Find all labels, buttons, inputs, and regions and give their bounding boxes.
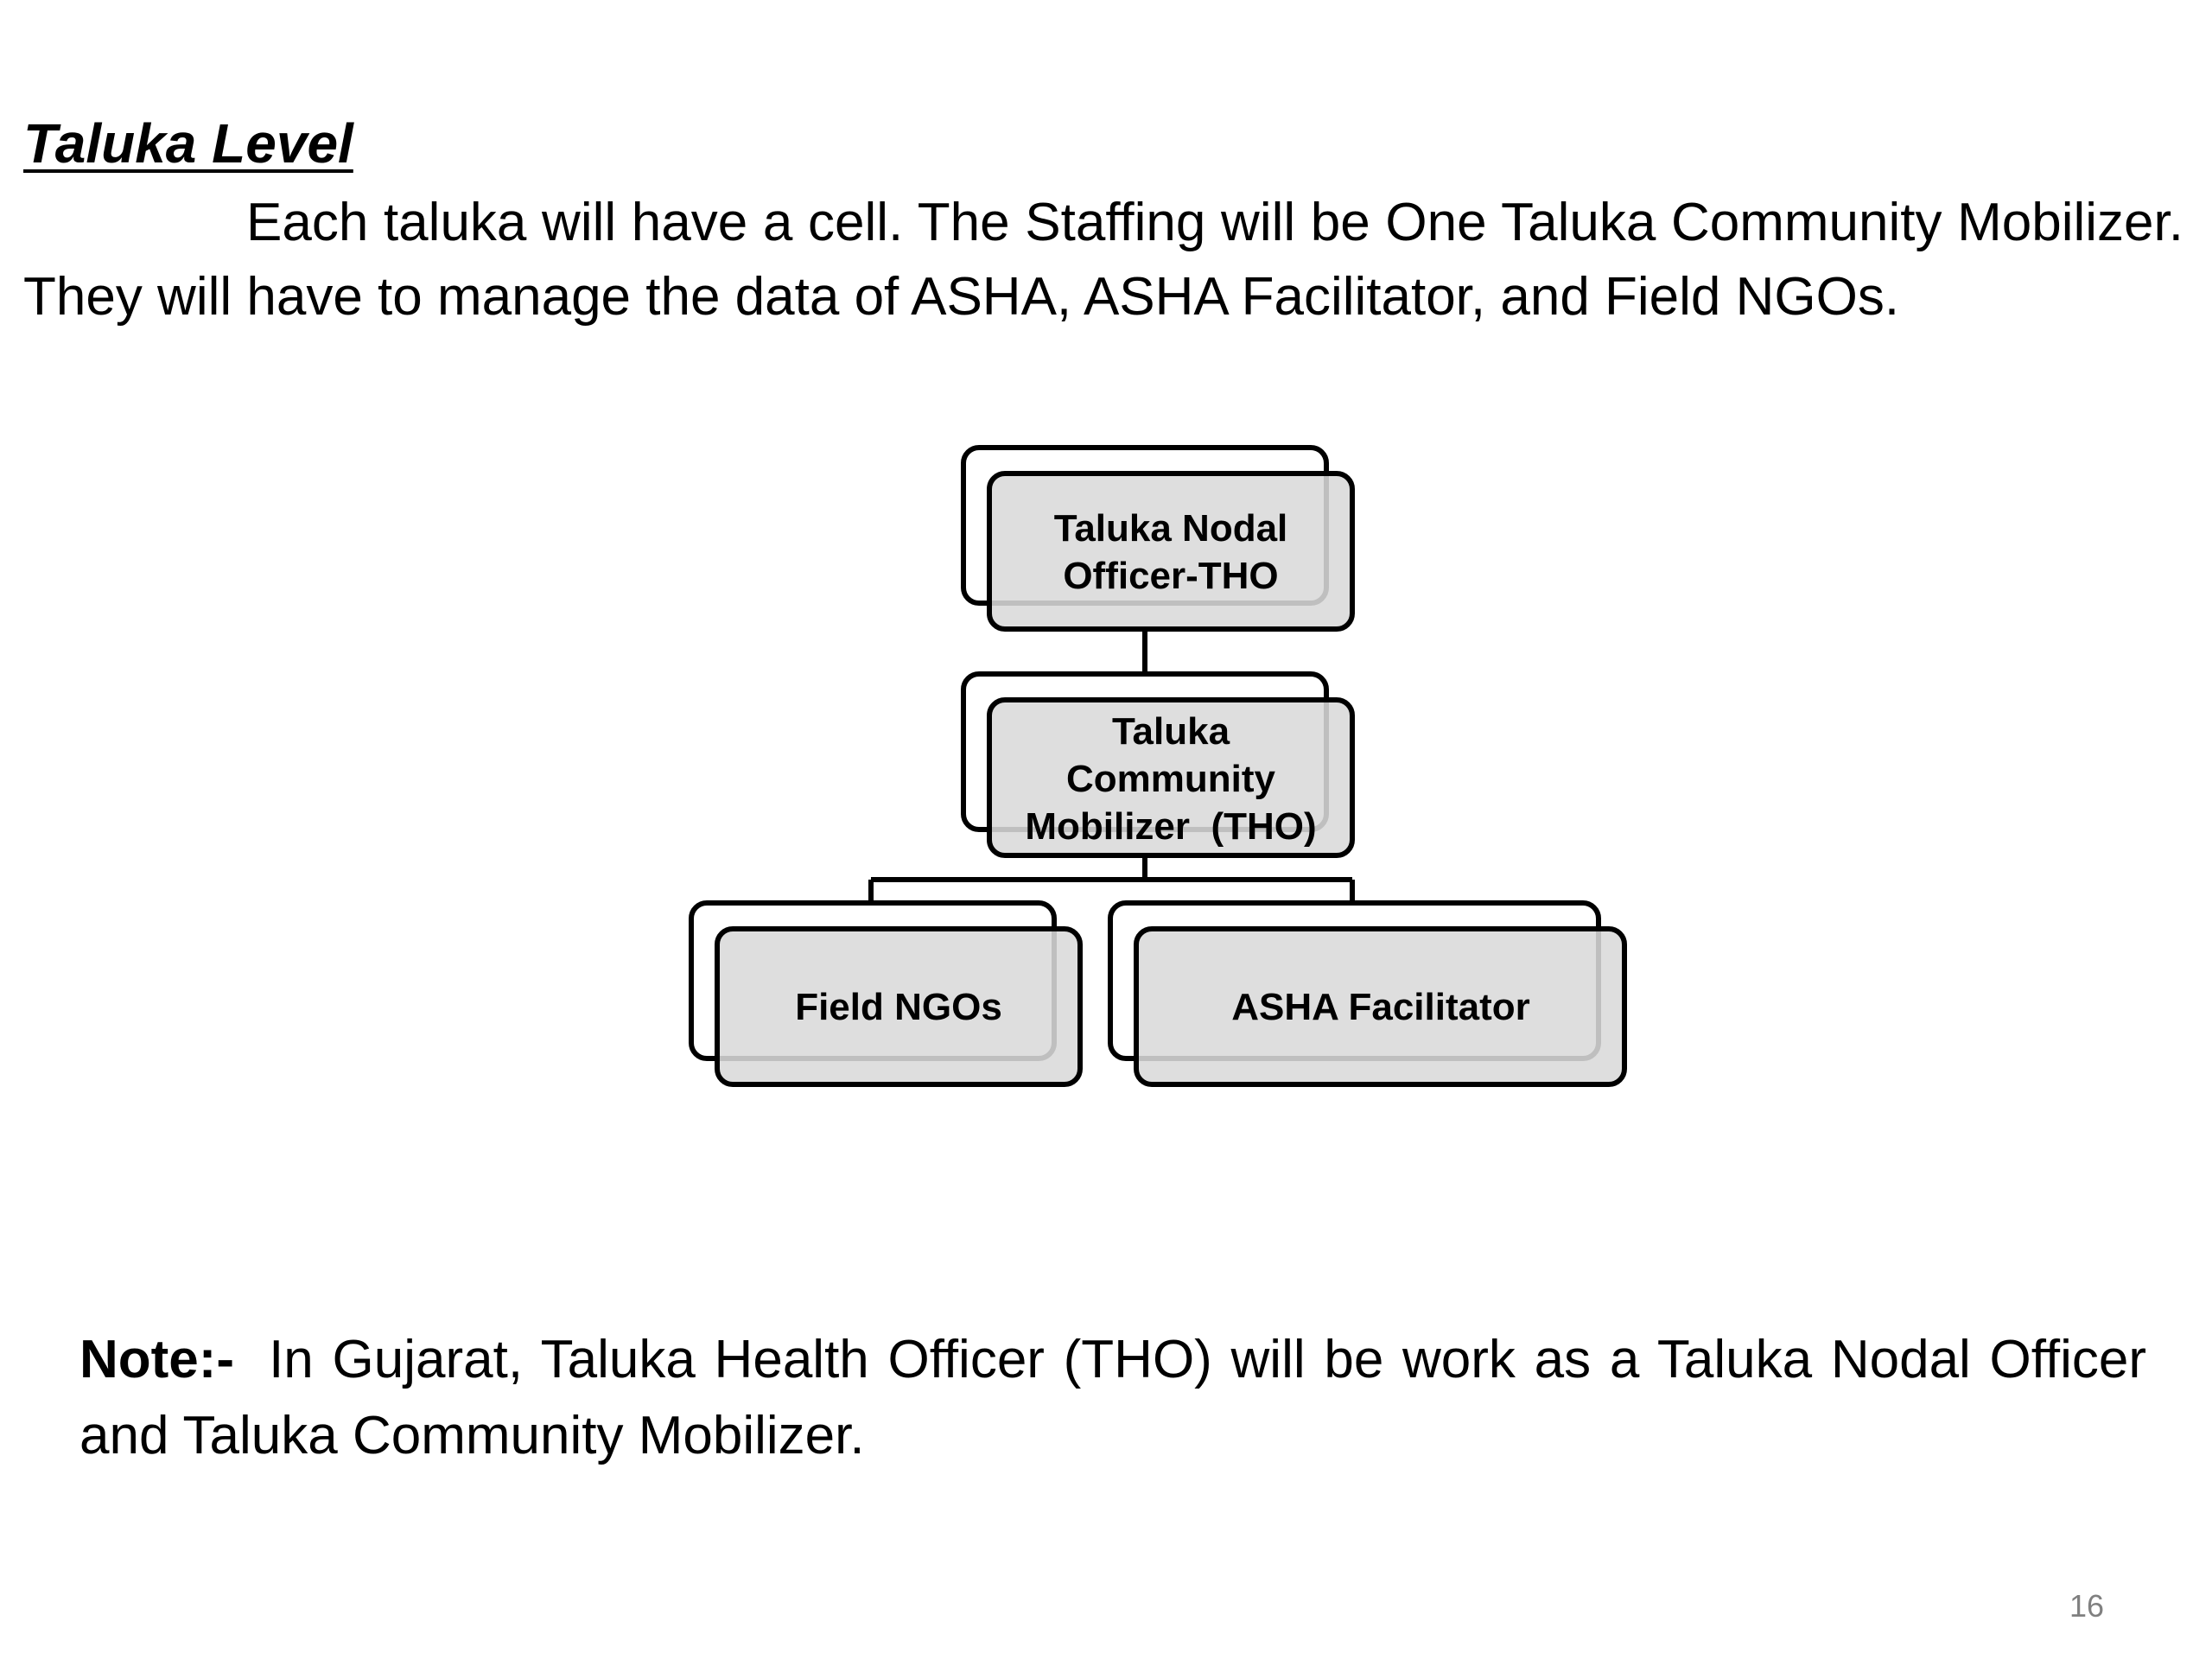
node-label-line: Taluka <box>1111 710 1230 753</box>
section-heading: Taluka Level <box>23 112 353 175</box>
node-label-line: Officer-THO <box>1063 555 1279 597</box>
page-number: 16 <box>2069 1588 2105 1624</box>
org-node-field-ngos <box>691 903 1080 1084</box>
node-face <box>989 474 1352 629</box>
note-paragraph <box>79 1322 2146 1474</box>
note-label: Note:- <box>79 1330 235 1389</box>
note-text: In Gujarat, Taluka Health Officer (THO) will be work as a Taluka Nodal Officer and Taluka Community Mobilizer. <box>79 1330 2146 1465</box>
intro-paragraph: Each taluka will have a cell. The Staffing will be One Taluka Community Mobilizer. They will have to manage the data of ASHA, ASHA Facilitator, and Field NGOs. <box>23 193 2183 327</box>
node-label-line: Taluka Nodal <box>1053 507 1288 550</box>
org-node-taluka-nodal-officer <box>963 448 1352 629</box>
node-label-line: ASHA Facilitator <box>1231 986 1530 1028</box>
node-label-line: Mobilizer (THO) <box>1025 805 1317 848</box>
node-label-line: Field NGOs <box>795 986 1002 1028</box>
org-node-asha-facilitator <box>1110 903 1624 1084</box>
org-node-taluka-community-mobilizer <box>963 674 1352 855</box>
node-label-line: Community <box>1066 758 1275 800</box>
